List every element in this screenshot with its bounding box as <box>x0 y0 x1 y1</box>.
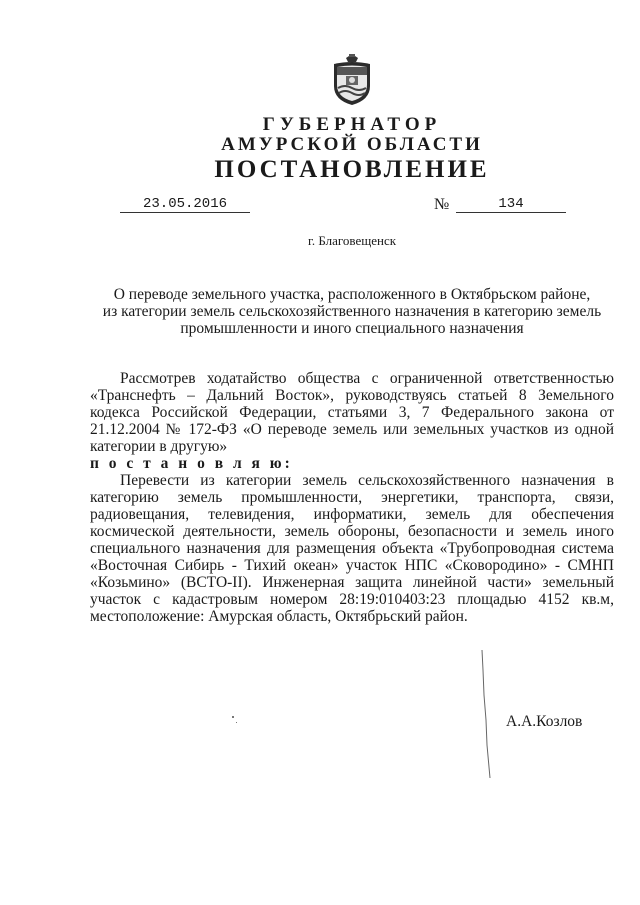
document-body <box>90 370 614 625</box>
signature-stroke <box>480 650 494 780</box>
document-date: 23.05.2016 <box>120 196 250 213</box>
scan-speck <box>232 716 234 718</box>
document-type-title: ПОСТАНОВЛЕНИЕ <box>214 156 490 183</box>
coat-of-arms-emblem <box>328 54 376 106</box>
document-number: 134 <box>456 196 566 213</box>
subject-line: О переводе земельного участка, расположенного в Октябрьском районе, <box>113 286 591 303</box>
subject-line: из категории земель сельскохозяйственного назначения в категорию земель <box>102 303 602 320</box>
scan-speck <box>236 722 237 723</box>
document-subject <box>90 286 614 337</box>
number-sign: № <box>434 196 450 213</box>
region-title: АМУРСКОЙ ОБЛАСТИ <box>221 134 483 155</box>
decree-word: п о с т а н о в л я ю: <box>90 455 293 472</box>
city-label: г. Благовещенск <box>307 233 397 248</box>
authority-title: ГУБЕРНАТОР <box>262 114 442 135</box>
signer-name: А.А.Козлов <box>506 713 583 730</box>
decision-paragraph: Перевести из категории земель сельскохозяйственного назначения в категорию земель промышленности, энергетики, транспорта, связи, радиовещания, телевидения, информатики, земель для обеспечения космической деятельности, земель обороны, безопасности и земель иного специального назначения для размещения объекта «Трубопроводная система «Восточная Сибирь - Тихий океан» участок НПС «Сковородино» - СМНП «Козьмино» (ВСТО-II). Инженерная защита линейной части» земельный участок с кадастровым номером 28:19:010403:23 площадью 4152 кв.м, местоположение: Амурская область, Октябрьский район. <box>90 472 614 625</box>
preamble-paragraph: Рассмотрев ходатайство общества с ограниченной ответственностью «Транснефть – Дальний Восток», руководствуясь статьей 8 Земельного кодекса Российской Федерации, статьями 3, 7 Федерального закона от 21.12.2004 № 172-ФЗ «О переводе земель или земельных участков из одной категории в другую» <box>90 370 614 455</box>
subject-line: промышленности и иного специального назначения <box>180 320 524 337</box>
